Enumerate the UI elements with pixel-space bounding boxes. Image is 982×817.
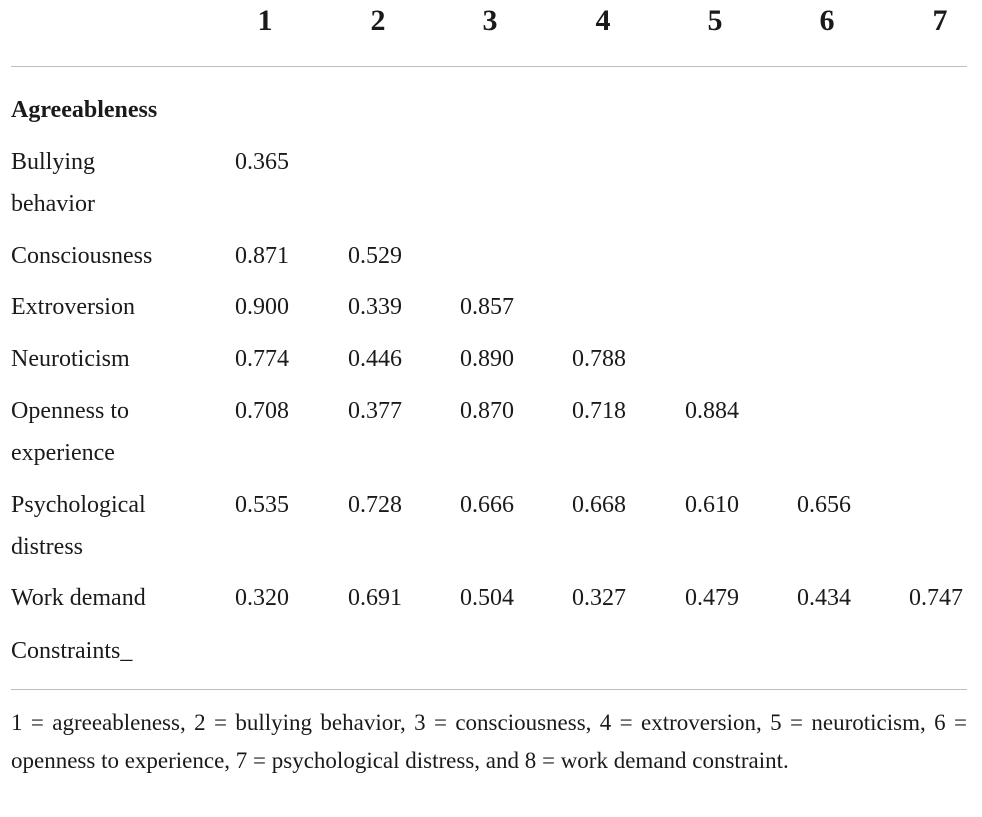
table-cell: 0.870	[460, 398, 514, 424]
table-cell: 0.535	[235, 492, 289, 518]
row-label: Psychological distress	[11, 492, 146, 560]
row-label: Openness to experience	[11, 398, 129, 466]
table-cell: 0.446	[348, 346, 402, 372]
table-cell: 0.691	[348, 585, 402, 611]
column-header-3: 3	[482, 4, 498, 37]
table-cell: 0.708	[235, 398, 289, 424]
table-cell: 0.365	[235, 149, 289, 175]
header-divider	[11, 66, 967, 67]
column-header-2: 2	[370, 4, 386, 37]
table-cell: 0.857	[460, 294, 514, 320]
row-label: Consciousness	[11, 243, 153, 269]
table-cell: 0.884	[685, 398, 739, 424]
column-header-7: 7	[932, 4, 948, 37]
table-cell: 0.339	[348, 294, 402, 320]
table-cell: 0.320	[235, 585, 289, 611]
table-cell: 0.871	[235, 243, 289, 269]
table-cell: 0.666	[460, 492, 514, 518]
row-label: Bullying behavior	[11, 149, 96, 217]
column-header-4: 4	[595, 4, 611, 37]
table-cell: 0.900	[235, 294, 289, 320]
row-label: Work demand	[11, 585, 146, 611]
table-cell: 0.434	[797, 585, 851, 611]
table-cell: 0.327	[572, 585, 626, 611]
table-cell: 0.529	[348, 243, 402, 269]
table-cell: 0.788	[572, 346, 626, 372]
table-cell: 0.656	[797, 492, 851, 518]
column-header-5: 5	[707, 4, 723, 37]
table-cell: 0.728	[348, 492, 402, 518]
table-cell: 0.774	[235, 346, 289, 372]
table-cell: 0.479	[685, 585, 739, 611]
section-label: Agreeableness	[11, 97, 158, 123]
table-cell: 0.504	[460, 585, 514, 611]
column-header-1: 1	[257, 4, 273, 37]
table-cell: 0.890	[460, 346, 514, 372]
trailing-label: Constraints_	[11, 638, 133, 664]
row-label: Extroversion	[11, 294, 135, 320]
table-cell: 0.747	[909, 585, 963, 611]
footer-divider	[11, 689, 967, 690]
table-cell: 0.610	[685, 492, 739, 518]
table-cell: 0.718	[572, 398, 626, 424]
column-header-6: 6	[819, 4, 835, 37]
row-label: Neuroticism	[11, 346, 130, 372]
table-footnote: 1 = agreeableness, 2 = bullying behavior, 3 = consciousness, 4 = extroversion, 5 = neuroticism, 6 = openness to experience, 7 = psychological distress, and 8 = work demand constraint.	[11, 710, 967, 773]
table-cell: 0.668	[572, 492, 626, 518]
table-cell: 0.377	[348, 398, 402, 424]
